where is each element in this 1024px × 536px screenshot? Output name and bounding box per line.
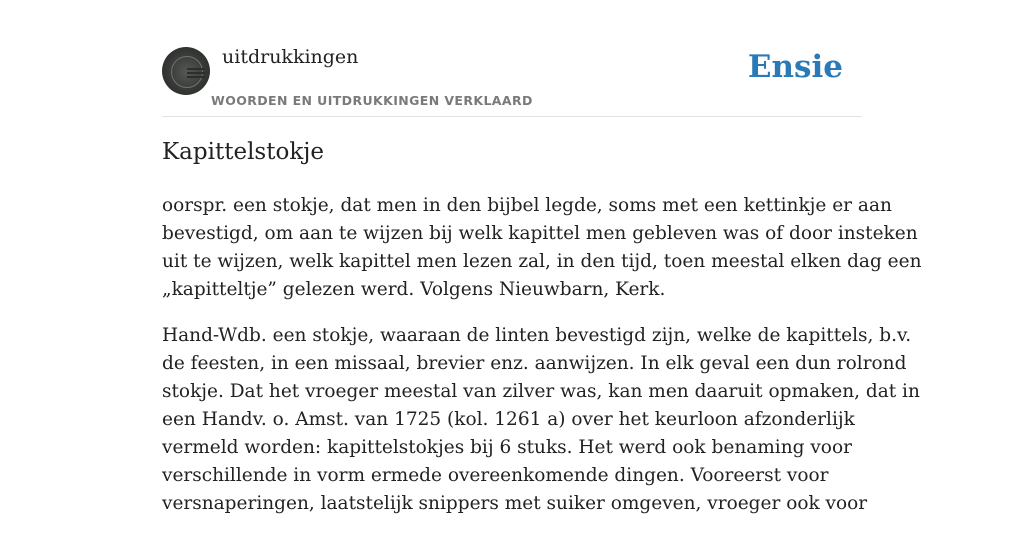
text-line: oorspr. een stokje, dat men in den bijbel legde, soms met een kettinkje er aan (162, 195, 892, 216)
avatar-line (187, 72, 205, 74)
article-body (162, 192, 922, 536)
text-line: een Handv. o. Amst. van 1725 (kol. 1261 a) over het keurloon afzonderlijk (162, 409, 855, 430)
avatar[interactable] (162, 47, 210, 95)
page-title: Kapittelstokje (162, 139, 324, 165)
text-line: versnaperingen, laatstelijk snippers met suiker omgeven, vroeger ook voor (162, 493, 868, 514)
text-line: verschillende in vorm ermede overeenkomende dingen. Vooreerst voor (162, 465, 829, 486)
text-line: Hand-Wdb. een stokje, waaraan de linten bevestigd zijn, welke de kapittels, b.v. (162, 325, 912, 346)
site-header (162, 0, 862, 117)
text-line: stokje. Dat het vroeger meestal van zilver was, kan men daaruit opmaken, dat in (162, 381, 920, 402)
text-line: de feesten, in een missaal, brevier enz. aanwijzen. In elk geval een dun rolrond (162, 353, 907, 374)
paragraph (162, 322, 920, 518)
username-link[interactable]: uitdrukkingen (222, 46, 359, 68)
tagline: WOORDEN EN UITDRUKKINGEN VERKLAARD (211, 93, 533, 108)
avatar-line (187, 68, 205, 70)
brand-logo-link[interactable]: Ensie (747, 49, 843, 85)
avatar-image-icon (171, 56, 203, 88)
avatar-line (187, 76, 205, 78)
text-line: uit te wijzen, welk kapittel men lezen zal, in den tijd, toen meestal elken dag een (162, 251, 922, 272)
text-line: vermeld worden: kapittelstokjes bij 6 stuks. Het werd ook benaming voor (162, 437, 852, 458)
paragraph (162, 192, 922, 304)
page (162, 0, 922, 514)
text-line: „kapitteltje” gelezen werd. Volgens Nieuwbarn, Kerk. (162, 279, 666, 300)
text-line: bevestigd, om aan te wijzen bij welk kapittel men gebleven was of door insteken (162, 223, 918, 244)
